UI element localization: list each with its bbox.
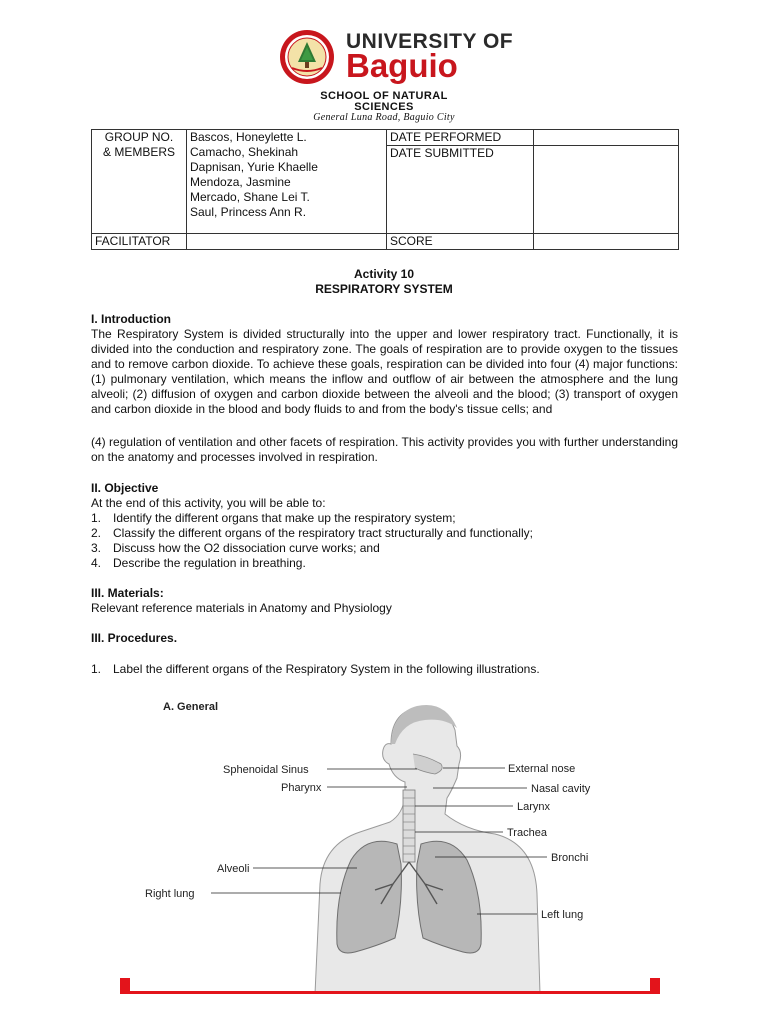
footer-border-bar <box>120 978 660 994</box>
facilitator-label: FACILITATOR <box>92 234 187 250</box>
university-name-line1: UNIVERSITY OF <box>346 30 514 53</box>
table-row <box>92 130 679 146</box>
label-external-nose: External nose <box>508 763 576 775</box>
procedures-heading: III. Procedures. <box>91 631 178 645</box>
label-bronchi: Bronchi <box>551 852 589 864</box>
label-larynx: Larynx <box>517 801 551 813</box>
member-name: Saul, Princess Ann R. <box>190 205 307 219</box>
group-label-line1: GROUP NO. <box>104 130 174 144</box>
school-address: General Luna Road, Baguio City <box>313 112 455 123</box>
introduction-heading: I. Introduction <box>91 312 171 326</box>
activity-title: RESPIRATORY SYSTEM <box>315 282 453 296</box>
procedure-step <box>91 662 540 676</box>
label-sphenoidal-sinus: Sphenoidal Sinus <box>223 764 309 776</box>
list-item-text: Identify the different organs that make up the respiratory system; <box>113 511 456 525</box>
figure-section-label: A. General <box>163 701 219 713</box>
torso-illustration <box>315 705 540 994</box>
list-item-text: Describe the regulation in breathing. <box>113 556 306 570</box>
introduction-paragraph-2: (4) regulation of ventilation and other facets of respiration. This activity provides you with further understanding on the anatomy and processes involved in respiration. <box>91 435 678 464</box>
school-name-line2: SCIENCES <box>354 101 414 113</box>
objective-heading: II. Objective <box>91 481 159 495</box>
member-name: Dapnisan, Yurie Khaelle <box>190 160 318 174</box>
label-nasal-cavity: Nasal cavity <box>531 783 591 795</box>
list-item-text: Classify the different organs of the respiratory tract structurally and functionally; <box>113 526 533 540</box>
date-performed-value[interactable] <box>534 130 679 146</box>
university-name-line2: Baguio <box>346 47 458 84</box>
label-alveoli: Alveoli <box>217 863 250 875</box>
objective-intro: At the end of this activity, you will be able to: <box>91 496 326 510</box>
list-item-number: 4. <box>91 556 102 570</box>
list-item-number: 2. <box>91 526 102 540</box>
procedure-step-number: 1. <box>91 662 102 676</box>
label-left-lung: Left lung <box>541 909 584 921</box>
materials-text: Relevant reference materials in Anatomy and Physiology <box>91 601 392 615</box>
list-item <box>91 556 306 570</box>
list-item-number: 3. <box>91 541 102 555</box>
member-name: Mercado, Shane Lei T. <box>190 190 310 204</box>
activity-number: Activity 10 <box>353 267 415 281</box>
members-cell <box>187 130 387 234</box>
score-value[interactable] <box>534 234 679 250</box>
university-seal-logo <box>278 28 336 86</box>
table-row <box>92 234 679 250</box>
respiratory-system-figure <box>145 694 645 994</box>
member-name: Bascos, Honeylette L. <box>190 130 307 144</box>
label-trachea: Trachea <box>507 827 547 839</box>
list-item <box>91 511 456 525</box>
materials-heading: III. Materials: <box>91 586 164 600</box>
list-item <box>91 541 380 555</box>
label-right-lung: Right lung <box>145 888 195 900</box>
list-item-number: 1. <box>91 511 102 525</box>
label-pharynx: Pharynx <box>281 782 322 794</box>
introduction-paragraph-1: The Respiratory System is divided structurally into the upper and lower respiratory tract. Functionally, it is divided into the conduction and respiratory zone. The goals of respiration are to provide oxygen to the tissues and to remove carbon dioxide. To achieve these goals, respiration can be divided into four (4) major functions: (1) pulmonary ventilation, which means the inflow and outflow of air between the atmosphere and the lung alveoli; (2) diffusion of oxygen and carbon dioxide between the alveoli and the blood; (3) transport of oxygen and carbon dioxide in the blood and body fluids to and from the body's tissue cells; and <box>91 327 678 416</box>
date-submitted-label: DATE SUBMITTED <box>387 146 534 234</box>
group-members-label-cell <box>92 130 187 234</box>
school-name-line1: SCHOOL OF NATURAL <box>320 90 448 102</box>
member-name: Camacho, Shekinah <box>190 145 299 159</box>
score-label: SCORE <box>387 234 534 250</box>
facilitator-value[interactable] <box>187 234 387 250</box>
list-item <box>91 526 533 540</box>
date-submitted-value[interactable] <box>534 146 679 234</box>
date-performed-label: DATE PERFORMED <box>387 130 534 146</box>
group-info-table <box>91 129 679 250</box>
list-item-text: Discuss how the O2 dissociation curve works; and <box>113 541 380 555</box>
procedure-step-text: Label the different organs of the Respiratory System in the following illustrations. <box>113 662 540 676</box>
member-name: Mendoza, Jasmine <box>190 175 291 189</box>
group-label-line2: & MEMBERS <box>102 145 175 159</box>
